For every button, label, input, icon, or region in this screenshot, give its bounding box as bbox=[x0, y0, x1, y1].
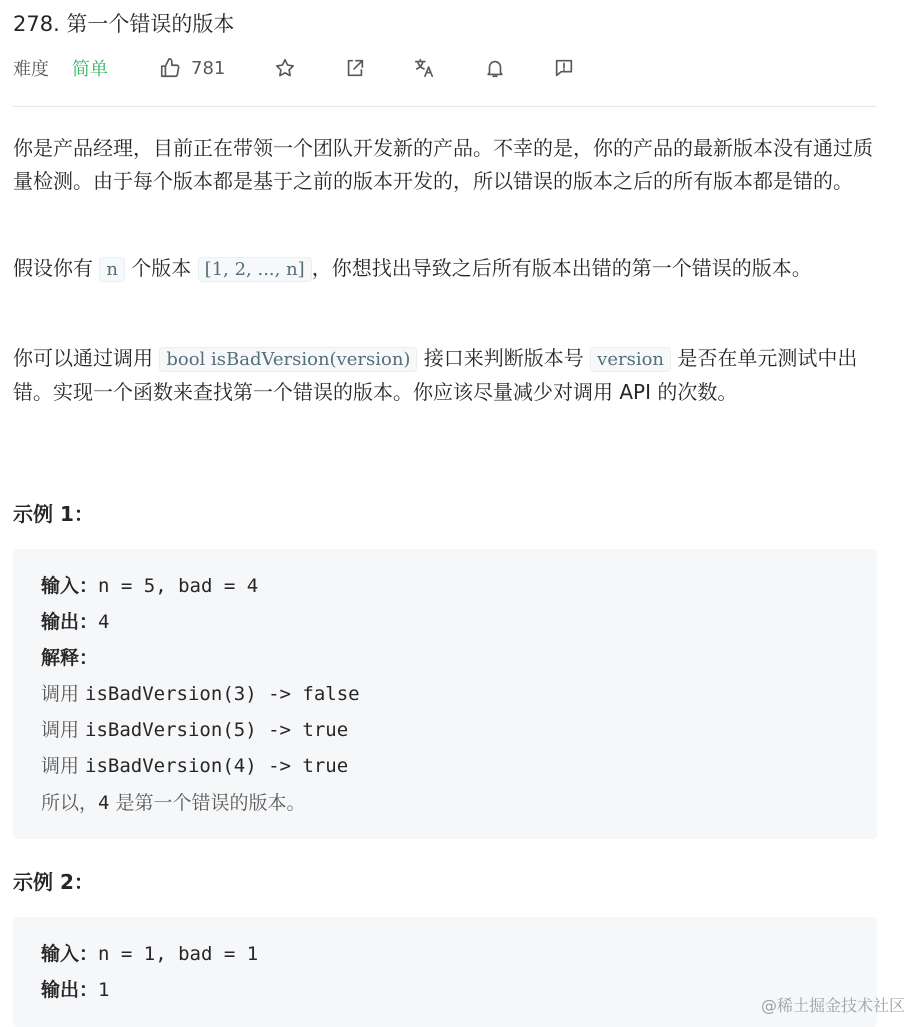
example-input-line bbox=[41, 939, 258, 966]
difficulty-badge: 简单 bbox=[72, 59, 108, 80]
text: 你可以通过调用 bbox=[13, 346, 160, 370]
text: 假设你有 bbox=[13, 256, 100, 280]
description-paragraph-2 bbox=[13, 252, 877, 286]
page-title: 278. 第一个错误的版本 bbox=[13, 12, 235, 36]
example-1-block bbox=[13, 549, 877, 839]
conclusion-text: 所以， bbox=[41, 792, 99, 814]
call-text: isBadVersion(3) -> false bbox=[85, 683, 360, 705]
example-call-line bbox=[41, 751, 348, 778]
example-output-line bbox=[41, 975, 109, 1002]
call-text: isBadVersion(5) -> true bbox=[85, 719, 349, 741]
output-label: 输出： bbox=[41, 611, 99, 633]
text: 个版本 bbox=[124, 256, 198, 280]
problem-meta-bar bbox=[13, 54, 877, 82]
conclusion-text: 是第一个错误的版本。 bbox=[109, 792, 306, 814]
description-paragraph-3 bbox=[13, 342, 877, 409]
inline-code: n bbox=[99, 257, 125, 282]
explain-label: 解释： bbox=[41, 647, 99, 669]
output-value: 1 bbox=[98, 979, 110, 1001]
share-button[interactable] bbox=[344, 54, 366, 82]
translate-icon bbox=[413, 57, 435, 79]
example-1-heading: 示例 1： bbox=[13, 502, 94, 526]
text: 接口来判断版本号 bbox=[417, 346, 591, 370]
feedback-icon bbox=[553, 57, 575, 79]
watermark: @稀土掘金技术社区 bbox=[760, 996, 905, 1015]
like-count: 781 bbox=[191, 57, 226, 79]
input-label: 输入： bbox=[41, 575, 99, 597]
translate-button[interactable] bbox=[413, 54, 435, 82]
description-paragraph-1: 你是产品经理，目前正在带领一个团队开发新的产品。不幸的是，你的产品的最新版本没有通过质量检测。由于每个版本都是基于之前的版本开发的，所以错误的版本之后的所有版本都是错的。 bbox=[13, 136, 873, 193]
example-output-line bbox=[41, 607, 109, 634]
example-input-line bbox=[41, 571, 258, 598]
call-text: isBadVersion(4) -> true bbox=[85, 755, 349, 777]
output-label: 输出： bbox=[41, 979, 99, 1001]
inline-code: [1, 2, ..., n] bbox=[198, 257, 312, 282]
text: ，你想找出导致之后所有版本出错的第一个错误的版本。 bbox=[311, 256, 812, 280]
input-value: n = 5, bad = 4 bbox=[98, 575, 259, 597]
example-call-line bbox=[41, 715, 348, 742]
call-prefix: 调用 bbox=[41, 719, 86, 741]
output-value: 4 bbox=[98, 611, 110, 633]
thumbs-up-icon bbox=[159, 57, 181, 79]
star-icon bbox=[274, 57, 296, 79]
input-label: 输入： bbox=[41, 943, 99, 965]
call-prefix: 调用 bbox=[41, 683, 86, 705]
input-value: n = 1, bad = 1 bbox=[98, 943, 259, 965]
call-prefix: 调用 bbox=[41, 755, 86, 777]
example-2-block bbox=[13, 917, 877, 1027]
example-2-heading: 示例 2： bbox=[13, 870, 94, 894]
bell-icon bbox=[484, 57, 506, 79]
feedback-button[interactable] bbox=[553, 54, 575, 82]
inline-code: version bbox=[590, 347, 671, 372]
example-explain-line bbox=[41, 643, 98, 670]
subscribe-button[interactable] bbox=[484, 54, 506, 82]
share-icon bbox=[344, 57, 366, 79]
favorite-button[interactable] bbox=[274, 54, 296, 82]
divider bbox=[13, 106, 877, 107]
text: 是否在单元测试中出错。实现一个函数来查找第一个错误的版本。你应该尽量减少对调用 API 的次数。 bbox=[13, 346, 858, 404]
difficulty-label: 难度 bbox=[13, 59, 49, 80]
conclusion-number: 4 bbox=[98, 792, 110, 814]
example-conclusion-line bbox=[41, 788, 306, 815]
inline-code: bool isBadVersion(version) bbox=[159, 347, 417, 372]
example-call-line bbox=[41, 679, 360, 706]
like-button[interactable] bbox=[159, 54, 225, 82]
